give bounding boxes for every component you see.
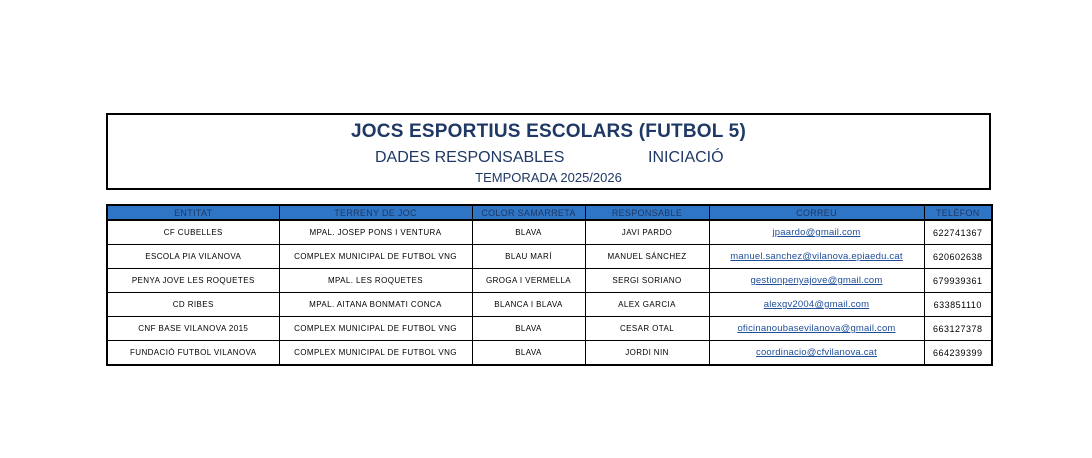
cell-color: BLAVA [472, 341, 585, 366]
email-link[interactable]: coordinacio@cfvilanova.cat [756, 347, 877, 358]
cell-entitat: ESCOLA PIA VILANOVA [107, 245, 279, 269]
season-label: TEMPORADA 2025/2026 [475, 170, 622, 185]
cell-telefon: 679939361 [924, 269, 992, 293]
responsables-table [106, 204, 993, 366]
cell-correu [709, 341, 924, 366]
cell-color: BLAU MARÍ [472, 245, 585, 269]
cell-telefon: 664239399 [924, 341, 992, 366]
cell-correu [709, 220, 924, 245]
email-link[interactable]: manuel.sanchez@vilanova.epiaedu.cat [730, 251, 903, 262]
document-header [106, 113, 991, 190]
table-header-row [107, 205, 992, 220]
cell-entitat: FUNDACIÓ FUTBOL VILANOVA [107, 341, 279, 366]
category-label: INICIACIÓ [648, 149, 724, 166]
cell-responsable: SERGI SORIANO [585, 269, 709, 293]
cell-color: BLAVA [472, 317, 585, 341]
email-link[interactable]: gestionpenyajove@gmail.com [750, 275, 883, 286]
table-row [107, 317, 992, 341]
cell-responsable: ALEX GARCIA [585, 293, 709, 317]
cell-terreny: COMPLEX MUNICIPAL DE FUTBOL VNG [279, 245, 472, 269]
email-link[interactable]: alexgv2004@gmail.com [763, 299, 870, 310]
cell-color: GROGA I VERMELLA [472, 269, 585, 293]
table-row [107, 245, 992, 269]
column-header-telefon: TELÈFON [924, 205, 992, 220]
cell-telefon: 633851110 [924, 293, 992, 317]
cell-entitat: CD RIBES [107, 293, 279, 317]
table-row [107, 341, 992, 366]
cell-terreny: COMPLEX MUNICIPAL DE FUTBOL VNG [279, 317, 472, 341]
document-subtitle: DADES RESPONSABLES [375, 149, 565, 166]
cell-terreny: COMPLEX MUNICIPAL DE FUTBOL VNG [279, 341, 472, 366]
column-header-responsable: RESPONSABLE [585, 205, 709, 220]
cell-correu [709, 317, 924, 341]
cell-color: BLAVA [472, 220, 585, 245]
cell-color: BLANCA I BLAVA [472, 293, 585, 317]
cell-entitat: CNF BASE VILANOVA 2015 [107, 317, 279, 341]
cell-telefon: 663127378 [924, 317, 992, 341]
cell-responsable: CESAR OTAL [585, 317, 709, 341]
document-title: JOCS ESPORTIUS ESCOLARS (FUTBOL 5) [351, 121, 746, 142]
column-header-entitat: ENTITAT [107, 205, 279, 220]
cell-responsable: MANUEL SÁNCHEZ [585, 245, 709, 269]
cell-telefon: 620602638 [924, 245, 992, 269]
cell-terreny: MPAL. LES ROQUETES [279, 269, 472, 293]
cell-entitat: PENYA JOVE LES ROQUETES [107, 269, 279, 293]
column-header-color: COLOR SAMARRETA [472, 205, 585, 220]
cell-correu [709, 269, 924, 293]
table-row [107, 220, 992, 245]
cell-telefon: 622741367 [924, 220, 992, 245]
column-header-correu: CORREU [709, 205, 924, 220]
table-row [107, 293, 992, 317]
email-link[interactable]: jpaardo@gmail.com [772, 227, 861, 238]
cell-terreny: MPAL. JOSEP PONS I VENTURA [279, 220, 472, 245]
cell-correu [709, 293, 924, 317]
email-link[interactable]: oficinanoubasevilanova@gmail.com [737, 323, 896, 334]
cell-entitat: CF CUBELLES [107, 220, 279, 245]
cell-terreny: MPAL. AITANA BONMATI CONCA [279, 293, 472, 317]
cell-correu [709, 245, 924, 269]
column-header-terreny: TERRENY DE JOC [279, 205, 472, 220]
cell-responsable: JORDI NIN [585, 341, 709, 366]
cell-responsable: JAVI PARDO [585, 220, 709, 245]
table-row [107, 269, 992, 293]
